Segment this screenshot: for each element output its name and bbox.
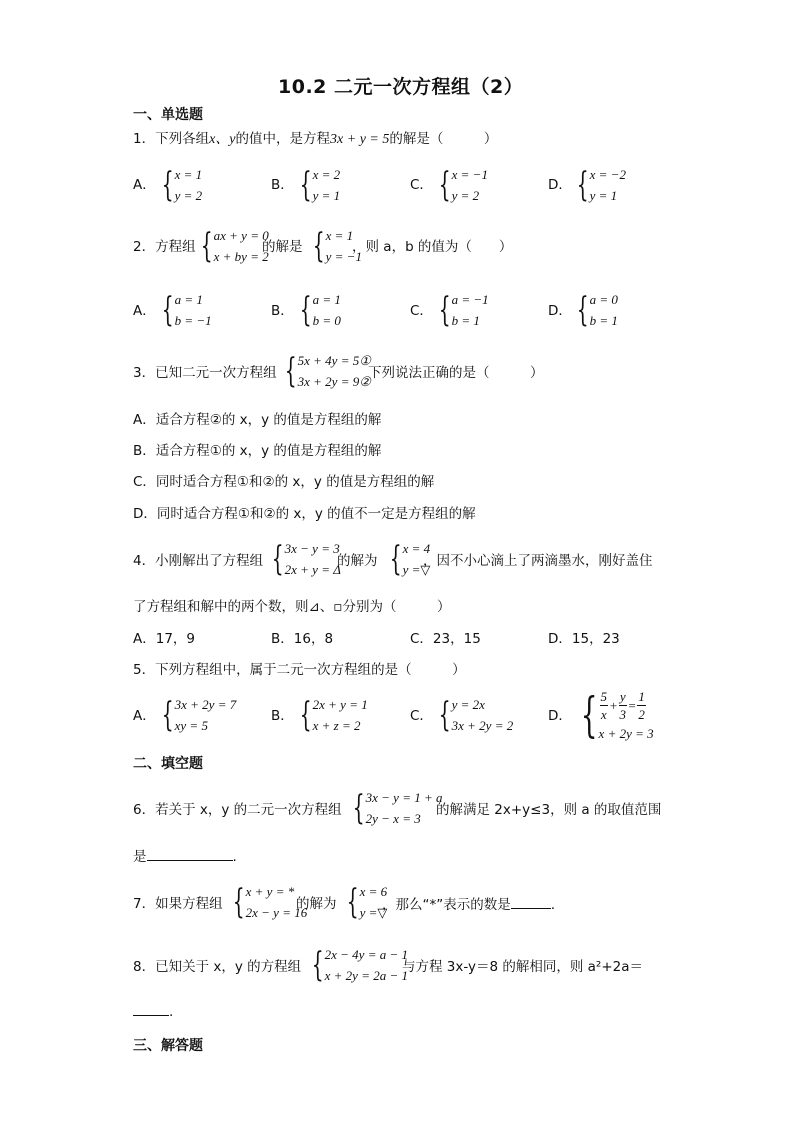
q2-option-a-system[interactable]: { a = 1 b = −1 [161,290,212,330]
q6-line2 [133,847,237,866]
q5-stem: 5．下列方程组中，属于二元一次方程组的是（ ） [133,662,466,678]
q2-suffix: ，则 a，b 的值为（ ） [352,239,513,255]
section-heading-fill-blank: 二、填空题 [133,756,203,772]
q5-option-d-system[interactable]: { $\frac{5}{x}$ + $\frac{y}{3}$ = $\frac{1}{2}$ x + 2y = 3 [580,687,654,743]
q8-answer-line [133,1002,173,1021]
q4-option-d[interactable]: D．15，23 [548,631,620,647]
q1-suffix: 的解是（ ） [389,131,498,147]
q2-solution: { x = 1 y = −1 [312,226,362,266]
q1-mid: 的值中，是方程 [235,131,331,147]
q4-suffix: ，因不小心滴上了两滴墨水，刚好盖住 [423,553,653,569]
q5-option-b-label[interactable]: B． [271,708,294,724]
q1-option-b-label[interactable]: B． [271,177,294,193]
q8-prefix: 8．已知关于 x，y 的方程组 [133,959,302,975]
q3-option-c[interactable]: C．同时适合方程①和②的 x，y 的值是方程组的解 [133,474,435,490]
q5-option-d-label[interactable]: D． [548,708,572,724]
q8-answer-blank[interactable] [133,1002,169,1016]
q1-option-b-system[interactable]: { x = 2 y = 1 [299,165,341,205]
q3-option-d[interactable]: D．同时适合方程①和②的 x，y 的值不一定是方程组的解 [133,506,476,522]
q4-solution: { x = 4 y =▽ [389,539,431,579]
section-heading-single-choice: 一、单选题 [133,107,203,123]
q1-option-a-system[interactable]: { x = 1 y = 2 [161,165,203,205]
q1-option-c-label[interactable]: C． [410,177,433,193]
page-title: 10.2 二元一次方程组（2） [278,76,524,98]
q7-suffix-line [382,895,555,914]
q2-option-b-label[interactable]: B． [271,303,294,319]
q1-option-d-system[interactable]: { x = −2 y = 1 [576,165,626,205]
q3-option-b[interactable]: B．适合方程①的 x，y 的值是方程组的解 [133,443,382,459]
q1-option-a-label[interactable]: A． [133,177,156,193]
q2-option-c-label[interactable]: C． [410,303,433,319]
q3-prefix: 3．已知二元一次方程组 [133,365,277,381]
q1-option-c-system[interactable]: { x = −1 y = 2 [438,165,488,205]
q5-option-a-label[interactable]: A． [133,708,156,724]
q4-prefix: 4．小刚解出了方程组 [133,553,264,569]
q7-solution: { x = 6 y =▽ [346,882,388,922]
q2-option-d-label[interactable]: D． [548,303,572,319]
q2-mid: 的解是 [262,239,303,255]
q7-mid: 的解为 [296,896,337,912]
q7-answer-blank[interactable] [511,895,551,909]
q4-option-b[interactable]: B．16，8 [271,631,334,647]
section-heading-solve: 三、解答题 [133,1038,203,1054]
q4-mid: 的解为 [337,553,378,569]
q2-prefix: 2．方程组 [133,239,196,255]
q5-option-b-system[interactable]: { 2x + y = 1 x + z = 2 [299,695,368,735]
q5-option-c-label[interactable]: C． [410,708,433,724]
q7-end: . [550,897,556,913]
q6-prefix: 6．若关于 x，y 的二元一次方程组 [133,802,342,818]
q1-prefix: 1．下列各组 [133,131,210,147]
q3-option-a[interactable]: A．适合方程②的 x，y 的值是方程组的解 [133,412,382,428]
q5-option-c-system[interactable]: { y = 2x 3x + 2y = 2 [438,695,514,735]
q8-suffix: 与方程 3x-y＝8 的解相同，则 a²+2a＝ [402,959,644,975]
q4-option-c[interactable]: C．23，15 [410,631,481,647]
q8-system: { 2x − 4y = a − 1 x + 2y = 2a − 1 [311,945,408,985]
q6-answer-blank[interactable] [147,847,233,861]
q2-option-c-system[interactable]: { a = −1 b = 1 [438,290,489,330]
q8-end: . [169,1004,174,1020]
q1-vars: x、y [209,132,236,147]
q2-option-b-system[interactable]: { a = 1 b = 0 [299,290,341,330]
q7-suffix: ，那么“*”表示的数是 [382,897,511,913]
q1-equation: 3x + y = 5 [330,132,390,147]
q1-option-d-label[interactable]: D． [548,177,572,193]
q4-option-a[interactable]: A．17，9 [133,631,196,647]
q6-suffix: 的解满足 2x+y≤3，则 a 的取值范围 [436,802,662,818]
question-1-stem [133,130,497,149]
q5-option-a-system[interactable]: { 3x + 2y = 7 xy = 5 [161,695,237,735]
q2-option-d-system[interactable]: { a = 0 b = 1 [576,290,618,330]
q6-line2-text: 是 [133,849,147,865]
q2-system: { ax + y = 0 x + by = 2 [200,226,269,266]
q7-prefix: 7．如果方程组 [133,896,223,912]
q6-system: { 3x − y = 1 + a 2y − x = 3 [352,788,443,828]
q3-system: { 5x + 4y = 5① 3x + 2y = 9② [284,351,371,391]
q4-system: { 3x − y = 3 2x + y = Δ [271,539,341,579]
q2-option-a-label[interactable]: A． [133,303,156,319]
q7-system: { x + y = * 2x − y = 16 [232,882,308,922]
q6-end: . [232,849,237,865]
q3-suffix: 下列说法正确的是（ ） [368,365,544,381]
q4-line2: 了方程组和解中的两个数，则⊿、▫分别为（ ） [133,599,451,615]
